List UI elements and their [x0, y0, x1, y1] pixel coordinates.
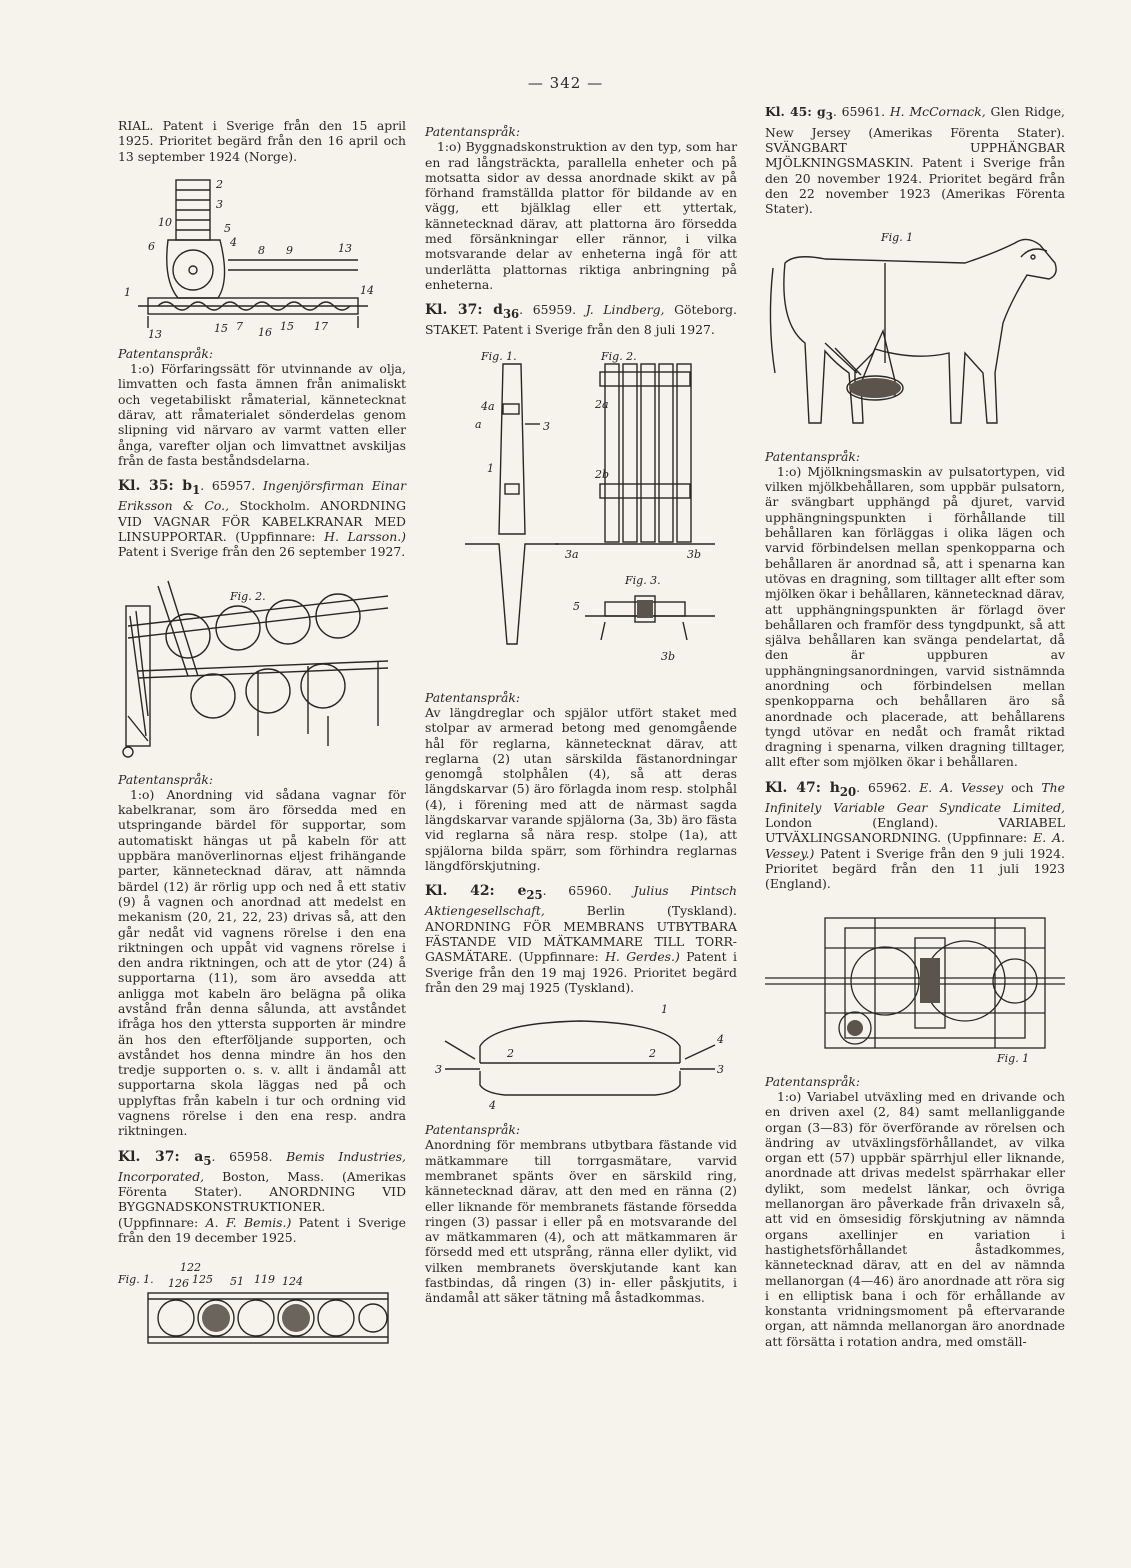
- patent-holder: The Infinitely Variable Gear Syndicate Limited,: [765, 779, 1065, 815]
- patent-holder: H. McCornack,: [889, 104, 986, 119]
- fig-label: 122: [180, 1261, 201, 1275]
- fig-label: 7: [236, 319, 243, 333]
- class-label: Kl. 37: a: [118, 1148, 204, 1165]
- patent-number: . 65958.: [211, 1148, 273, 1164]
- patent-number: . 65961.: [832, 104, 886, 119]
- claim-heading: Patentanspråk:: [765, 1073, 861, 1089]
- page-number: — 342 —: [527, 74, 604, 92]
- inventor: H. Larsson.): [324, 528, 407, 544]
- inventor: H. Gerdes.): [605, 949, 680, 965]
- fig-label: 3b: [661, 649, 676, 663]
- fig-label: 124: [282, 1275, 303, 1289]
- patent-holder: Julius Pintsch Aktiengesellschaft,: [425, 883, 737, 919]
- patent-number: . 65959.: [519, 302, 577, 318]
- claim-heading: Patentanspråk:: [118, 345, 214, 361]
- inventor: E. A. Vessey.): [765, 830, 1065, 861]
- claim-text: 1:o) Mjölkningsmaskin av pulsatortypen, vid vilken mjölkbehållaren, som uppbär pulsatorn, är svängbart upphängd på djuret, varvid upphängningspunkten i förhållande till behållaren kan förläggas i olika lägen och varvid förbindelsen mellan spenkopparna och behållaren är anordnad så, att i spenarna kan utövas en dragning, som tilltager allt efter som mjölken ökar i behållaren, kännetecknad därav, att upphängningspunkten är förlagd över behållaren och framför dess tyngdpunkt, så att själva behållaren kan svänga pendelartat, då den är uppburen av upphängningsanordningen, varvid sistnämnda anordning och förbindelsen mellan spenkopparna och behållaren äro så anordnade och placerade, att behållarens tyngd utövar en nedåt och framåt riktad dragning i spenarna, vilken dragning tilltager, allt efter som mjölken ökar i behållaren.: [765, 463, 1065, 770]
- class-subscript: 20: [839, 784, 857, 799]
- class-label: Kl. 35: b: [118, 478, 193, 495]
- claim-heading: Patentanspråk:: [425, 689, 521, 705]
- claim-text: 1:o) Variabel utväxling med en drivande och en driven axel (2, 84) samt mellanliggande organ (3—83) för överförande av rörelsen och ändring av utväxlingsförhållandet, av vilka organ ett (57) uppbär spärrhjul eller liknande, anordnade att drivas medelst spärrhakar eller dylikt, som medelst länkar, och övriga mellanorgan äro påverkade från drivaxeln så, att vid en ömsesidig förskjutning av nämnda organs axellinjer en variation i hastighetsförhållandet åstadkommes, kännetecknad därav, att en del av nämnda mellanorgan (4—46) äro anordnade att röra sig i en elliptisk bana i och för erhållande av konstanta vridningsmoment på eftervarande organ, att nämnda mellanorgan äro anordnade att försätta i rotation andra, med omställ-: [765, 1088, 1065, 1349]
- patent-number: . 65957.: [200, 478, 256, 494]
- claim-text: 1:o) Anordning vid sådana vagnar för kabelkranar, som äro försedda med en utspringande bärdel för supportar, som automatiskt hängas ut på kabeln för att uppbära manöverlinornas eljest frihängande parter, kännetecknad därav, att nämnda bärdel (12) är rörlig upp och ned å ett stativ (9) å vagnen och anordnad att medelst en mekanism (20, 21, 22, 23) drivas så, att den går nedåt vid vagnens rörelse i den ena riktningen och uppåt vid vagnens rörelse i den andra riktningen, och att de ytor (24) å supportarna (11), som äro avsedda att anligga mot kabeln äro belägna på olika avstånd från denna sålunda, att avståndet ifråga hos den yttersta supporten är mindre än hos den efterföljande supporten, och avståndet hos denna mindre än hos den tredje supporten o. s. v. allt i ändamål att supportarna skola läggas ned på och upplyftas från kabeln i tur och ordning vid vagnens rörelse i den ena resp. andra riktningen.: [118, 786, 406, 1139]
- figure-oil-extraction: [118, 170, 406, 340]
- patent-description: Göteborg. STAKET. Patent i Sverige från den 8 juli 1927.: [425, 302, 737, 338]
- claim-heading: Patentanspråk:: [118, 771, 214, 787]
- fig-label: Fig. 1: [881, 230, 914, 244]
- patent-holder: Bemis Industries, Incorporated,: [118, 1148, 406, 1184]
- fig-label: 4: [230, 235, 237, 249]
- entry-continuation-text: RIAL. Patent i Sverige från den 15 april 1925. Prioritet begärd från den 16 april och 13 september 1924 (Norge).: [118, 118, 406, 164]
- patent-description: Berlin (Tyskland). ANORDNING FÖR MEMBRANS UTBYTBARA FÄSTANDE VID MÄTKAMMARE TILL TORR-GASMÄTARE. (Uppfinnare:: [425, 903, 737, 965]
- patent-number: . 65962.: [856, 779, 912, 795]
- patent-dates: Patent i Sverige från den 19 december 1925.: [118, 1214, 406, 1245]
- fig-label: 2a: [595, 397, 609, 411]
- class-label: Kl. 37: d: [425, 302, 503, 319]
- fig-label: Fig. 1.: [481, 349, 517, 363]
- claim-text: Av längdreglar och spjälor utfört staket med stolpar av armerad betong med genomgående hål för reglarna, kännetecknat därav, att reglarna (2) utan särskilda fästanordningar genomgå stolphålen (4), så att deras längdskarvar (5) äro förlagda inom resp. stolphål (4), i förening med att de närmast sagda längdskarvar varande spjälorna (3a, 3b) äro fästa vid reglarna så nära resp. stolpe (1a), att spjälorna bilda spärr, som förhindra reglarnas längdförskjutning.: [425, 704, 737, 873]
- class-subscript: 25: [526, 888, 543, 903]
- patent-entry: [118, 478, 406, 559]
- patent-number: . 65960.: [542, 883, 612, 899]
- patent-holder: Ingenjörsfirman Einar Eriksson & Co.,: [118, 478, 406, 514]
- fig-label: 8: [258, 243, 265, 257]
- patent-dates: Patent i Sverige från den 26 september 1927.: [118, 544, 406, 560]
- figure-cable-crane-trolley: [118, 566, 406, 766]
- inventor: A. F. Bemis.): [205, 1214, 292, 1230]
- fig-label: 3a: [565, 547, 579, 561]
- fig-label: Fig. 3.: [625, 573, 661, 587]
- patent-dates: Patent i Sverige från den 9 juli 1924. Prioritet begärd från den 11 juli 1923 (England).: [765, 845, 1065, 892]
- claim-text: 1:o) Byggnadskonstruktion av den typ, som har en rad långsträckta, parallella enheter och på motsatta sidor av dessa anordnade skikt av på förhand framställda plattor för bildande av en vägg, ett bjälklag eller ett yttertak, kännetecknad därav, att plattorna äro försedda med försänkningar eller rännor, i vilka motsvarande delar av enheterna ingå för att underlätta plattornas riktiga anbringning på enheterna.: [425, 139, 737, 292]
- membrane-drawing: [425, 1001, 735, 1116]
- cow-milking-drawing: [765, 223, 1065, 443]
- column-middle: [425, 118, 737, 1306]
- patent-entry: [425, 883, 737, 995]
- fig-label: 2: [649, 1047, 656, 1061]
- class-label: Kl. 47: h: [765, 779, 840, 796]
- fig-label: 13: [338, 241, 352, 255]
- figure-milking-machine: [765, 223, 1065, 443]
- figure-gas-meter-membrane: [425, 1001, 737, 1116]
- fig-label: 17: [314, 319, 328, 333]
- fig-label: 9: [286, 243, 293, 257]
- claim-text: Anordning för membrans utbytbara fästande vid mätkammare till torrgasmätare, varvid membranet spänts över en särskild ring, kännetecknad därav, att den med en ränna (2) eller liknande för membranets fästande försedda ringen (3) passar i eller på en motsvarande del av mätkammaren (4), och att mätkammaren är försedd med ett utsprång, ränna eller dylikt, vid vilken membranets överskjutande kant kan fastbindas, då ringen (3) in- eller påskjutits, i ändamål att säker tätning må åstadkommas.: [425, 1137, 737, 1306]
- fig-label: 51: [230, 1275, 244, 1289]
- fig-label: 3b: [687, 547, 702, 561]
- fig-label: Fig. 1: [997, 1051, 1030, 1065]
- fig-label: 5: [224, 221, 231, 235]
- gear-drawing: [765, 898, 1065, 1068]
- fig-label: 15: [214, 321, 228, 335]
- building-panel-drawing: [118, 1251, 398, 1351]
- fig-label: 13: [148, 327, 162, 340]
- patent-description: Glen Ridge, New Jersey (Amerikas Förenta Stater). SVÄNGBART UPPHÄNGBAR MJÖLKNINGSMASKIN. Patent i Sverige från den 20 november 1924. Prioritet begärd från den 22 november 1923 (Amerikas Förenta Stater).: [765, 104, 1065, 217]
- fig-label: 2: [507, 1047, 514, 1061]
- fig-label: 1: [661, 1003, 668, 1017]
- class-subscript: 36: [502, 307, 520, 322]
- fig-label: 119: [254, 1273, 275, 1287]
- fig-label: 2: [216, 177, 223, 191]
- patent-description: London (England). VARIABEL UTVÄXLINGSANORDNING. (Uppfinnare:: [765, 815, 1065, 846]
- class-subscript: 5: [203, 1153, 212, 1168]
- fig-label: Fig. 1.: [118, 1273, 154, 1287]
- patent-dates: Patent i Sverige från den 19 maj 1926. Prioritet begärd från den 29 maj 1925 (Tyskland).: [425, 949, 737, 995]
- fig-label: 3: [543, 419, 550, 433]
- fig-label: 15: [280, 319, 294, 333]
- fig-label: Fig. 2.: [230, 589, 266, 603]
- fig-label: 4: [489, 1099, 496, 1113]
- fig-label: 3: [216, 197, 223, 211]
- fig-label: 6: [148, 239, 155, 253]
- class-label: Kl. 42: e: [425, 883, 527, 900]
- fig-label: 1: [487, 461, 494, 475]
- patent-entry: [765, 104, 1065, 217]
- patent-holder: E. A. Vessey: [919, 779, 1004, 795]
- fig-label: a: [475, 417, 482, 431]
- claim-heading: Patentanspråk:: [425, 124, 521, 139]
- patent-entry: [425, 302, 737, 337]
- fig-label: 16: [258, 325, 272, 339]
- cable-crane-drawing: [118, 566, 398, 766]
- column-right: [765, 104, 1065, 1349]
- class-subscript: 3: [825, 110, 833, 123]
- claim-heading: Patentanspråk:: [765, 448, 861, 464]
- claim-text: 1:o) Förfaringssätt för utvinnande av olja, limvatten och fasta ämnen från animaliskt och vegetabiliskt råmaterial, kännetecknat därav, att råmaterialet sönderdelas genom slipning vid närvaro av varmt vatten eller ånga, varefter oljan och limvattnet avskiljas från de fasta beståndsdelarna.: [118, 361, 406, 468]
- fig-label: 14: [360, 283, 374, 297]
- oil-extraction-drawing: [118, 170, 378, 340]
- column-left: [118, 118, 406, 1357]
- fig-label: 3: [717, 1063, 724, 1077]
- fence-drawing: [425, 344, 735, 684]
- fig-label: 5: [573, 599, 580, 613]
- figure-building-panel: [118, 1251, 406, 1351]
- figure-fence: [425, 344, 737, 684]
- fig-label: 2b: [595, 467, 610, 481]
- class-subscript: 1: [192, 483, 201, 498]
- fig-label: 1: [124, 285, 131, 299]
- fig-label: Fig. 2.: [601, 349, 637, 363]
- fig-label: 126: [168, 1277, 189, 1291]
- patent-holder: J. Lindberg,: [585, 302, 665, 318]
- patent-entry: [765, 780, 1065, 892]
- conjunction: och: [1011, 779, 1034, 795]
- fig-label: 3: [435, 1063, 442, 1077]
- patent-description: Stockholm. ANORDNING VID VAGNAR FÖR KABELKRANAR MED LINSUPPORTAR. (Uppfinnare:: [118, 498, 406, 544]
- patent-description: Boston, Mass. (Amerikas Förenta Stater). ANORDNING VID BYGGNADSKONSTRUKTIONER. (Uppfinnare:: [118, 1168, 406, 1230]
- fig-label: 10: [158, 215, 172, 229]
- fig-label: 125: [192, 1273, 213, 1287]
- fig-label: 4a: [481, 399, 495, 413]
- figure-variable-gear: [765, 898, 1065, 1068]
- claim-heading: Patentanspråk:: [425, 1122, 521, 1138]
- class-label: Kl. 45: g: [765, 104, 826, 119]
- fig-label: 4: [717, 1033, 724, 1047]
- patent-entry: [118, 1149, 406, 1246]
